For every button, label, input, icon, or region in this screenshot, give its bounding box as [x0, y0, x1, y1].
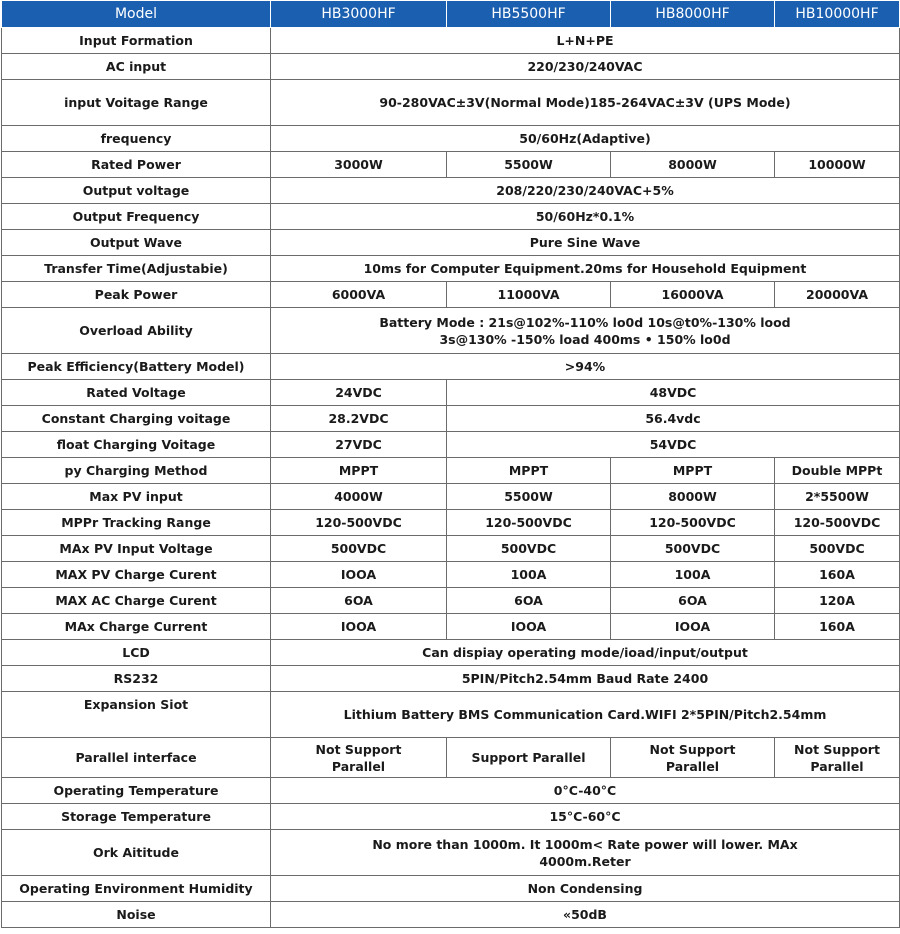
table-row: [2, 640, 900, 666]
row-label: Transfer Time(Adjustabie): [2, 256, 271, 282]
cell-value: MPPT: [271, 458, 447, 484]
table-row: [2, 308, 900, 354]
row-label: Peak Efficiency(Battery Model): [2, 354, 271, 380]
cell-value: 16000VA: [611, 282, 775, 308]
row-label: Parallel interface: [2, 738, 271, 778]
row-value: «50dB: [271, 902, 900, 928]
row-label: Storage Temperature: [2, 804, 271, 830]
table-row: [2, 876, 900, 902]
table-row: [2, 804, 900, 830]
cell-value: IOOA: [271, 562, 447, 588]
cell-value: Not Support Parallel: [611, 738, 775, 778]
row-label: Noise: [2, 902, 271, 928]
cell-value: 6OA: [611, 588, 775, 614]
row-value: 15°C-60°C: [271, 804, 900, 830]
cell-value: 8000W: [611, 152, 775, 178]
row-label: MAx Charge Current: [2, 614, 271, 640]
row-label: MAX PV Charge Curent: [2, 562, 271, 588]
cell-value: MPPT: [447, 458, 611, 484]
row-value: No more than 1000m. It 1000m< Rate power will lower. MAx 4000m.Reter: [271, 830, 900, 876]
cell-value: Not Support Parallel: [775, 738, 900, 778]
table-row: [2, 256, 900, 282]
row-value: 50/60Hz*0.1%: [271, 204, 900, 230]
cell-value: 4000W: [271, 484, 447, 510]
table-row: [2, 510, 900, 536]
row-label: Ork Aititude: [2, 830, 271, 876]
cell-value: IOOA: [271, 614, 447, 640]
table-row: [2, 204, 900, 230]
cell-value: 160A: [775, 562, 900, 588]
cell-value: 6OA: [447, 588, 611, 614]
table-row: [2, 666, 900, 692]
table-row: [2, 406, 900, 432]
row-value: Lithium Battery BMS Communication Card.WIFI 2*5PIN/Pitch2.54mm: [271, 692, 900, 738]
row-label: frequency: [2, 126, 271, 152]
cell-value: 160A: [775, 614, 900, 640]
cell-value: 5500W: [447, 484, 611, 510]
cell-value: 100A: [447, 562, 611, 588]
row-value: Battery Mode : 21s@102%-110% lo0d 10s@t0%-130% lood 3s@130% -150% load 400ms • 150% lo0d: [271, 308, 900, 354]
row-value: 220/230/240VAC: [271, 54, 900, 80]
header-model-1: HB3000HF: [271, 1, 447, 28]
cell-value: Not Support Parallel: [271, 738, 447, 778]
row-label: Max PV input: [2, 484, 271, 510]
cell-value: 500VDC: [447, 536, 611, 562]
header-model-4: HB10000HF: [775, 1, 900, 28]
cell-value: 120-500VDC: [271, 510, 447, 536]
table-row: [2, 380, 900, 406]
table-row: [2, 692, 900, 738]
cell-value: 5500W: [447, 152, 611, 178]
table-row: [2, 536, 900, 562]
row-label: py Charging Method: [2, 458, 271, 484]
spec-table: [1, 0, 900, 928]
table-row: [2, 902, 900, 928]
row-label: Constant Charging voitage: [2, 406, 271, 432]
row-value: Can dispiay operating mode/ioad/input/output: [271, 640, 900, 666]
cell-value: 20000VA: [775, 282, 900, 308]
header-model-2: HB5500HF: [447, 1, 611, 28]
row-label: MPPr Tracking Range: [2, 510, 271, 536]
row-label: MAX AC Charge Curent: [2, 588, 271, 614]
cell-value: 3000W: [271, 152, 447, 178]
cell-value: 6OA: [271, 588, 447, 614]
table-row: [2, 830, 900, 876]
table-row: [2, 28, 900, 54]
header-model-3: HB8000HF: [611, 1, 775, 28]
table-row: [2, 562, 900, 588]
table-row: [2, 152, 900, 178]
table-row: [2, 282, 900, 308]
table-row: [2, 54, 900, 80]
row-value: Non Condensing: [271, 876, 900, 902]
cell-value: 120-500VDC: [775, 510, 900, 536]
row-label: AC input: [2, 54, 271, 80]
row-label: Rated Power: [2, 152, 271, 178]
cell-value: 500VDC: [271, 536, 447, 562]
cell-value: 24VDC: [271, 380, 447, 406]
table-row: [2, 738, 900, 778]
cell-value: 2*5500W: [775, 484, 900, 510]
cell-value: IOOA: [611, 614, 775, 640]
table-row: [2, 80, 900, 126]
row-value: 50/60Hz(Adaptive): [271, 126, 900, 152]
cell-value: 48VDC: [447, 380, 900, 406]
table-row: [2, 778, 900, 804]
table-row: [2, 484, 900, 510]
row-value: 90-280VAC±3V(Normal Mode)185-264VAC±3V (UPS Mode): [271, 80, 900, 126]
table-row: [2, 588, 900, 614]
header-row: [2, 1, 900, 28]
row-label: Overload Ability: [2, 308, 271, 354]
cell-value: 120A: [775, 588, 900, 614]
cell-value: MPPT: [611, 458, 775, 484]
row-value: L+N+PE: [271, 28, 900, 54]
row-label: Input Formation: [2, 28, 271, 54]
cell-value: 6000VA: [271, 282, 447, 308]
cell-value: 500VDC: [775, 536, 900, 562]
cell-value: 56.4vdc: [447, 406, 900, 432]
row-label: float Charging Voitage: [2, 432, 271, 458]
row-value: Pure Sine Wave: [271, 230, 900, 256]
cell-value: 500VDC: [611, 536, 775, 562]
row-label: RS232: [2, 666, 271, 692]
table-row: [2, 230, 900, 256]
table-row: [2, 458, 900, 484]
table-row: [2, 614, 900, 640]
cell-value: 27VDC: [271, 432, 447, 458]
row-label: Expansion Siot: [2, 692, 271, 738]
cell-value: 10000W: [775, 152, 900, 178]
cell-value: 120-500VDC: [611, 510, 775, 536]
row-value: 10ms for Computer Equipment.20ms for Household Equipment: [271, 256, 900, 282]
row-label: Output Wave: [2, 230, 271, 256]
row-label: Output voltage: [2, 178, 271, 204]
cell-value: Support Parallel: [447, 738, 611, 778]
row-value: >94%: [271, 354, 900, 380]
header-model-label: Model: [2, 1, 271, 28]
cell-value: IOOA: [447, 614, 611, 640]
row-label: input Voitage Range: [2, 80, 271, 126]
table-row: [2, 354, 900, 380]
table-row: [2, 432, 900, 458]
cell-value: 120-500VDC: [447, 510, 611, 536]
cell-value: 11000VA: [447, 282, 611, 308]
table-row: [2, 178, 900, 204]
cell-value: 100A: [611, 562, 775, 588]
cell-value: 28.2VDC: [271, 406, 447, 432]
cell-value: 54VDC: [447, 432, 900, 458]
row-value: 0°C-40°C: [271, 778, 900, 804]
cell-value: 8000W: [611, 484, 775, 510]
row-label: Peak Power: [2, 282, 271, 308]
row-label: MAx PV Input Voltage: [2, 536, 271, 562]
row-label: Operating Environment Humidity: [2, 876, 271, 902]
row-value: 5PIN/Pitch2.54mm Baud Rate 2400: [271, 666, 900, 692]
row-label: Output Frequency: [2, 204, 271, 230]
row-label: Rated Voltage: [2, 380, 271, 406]
row-label: Operating Temperature: [2, 778, 271, 804]
row-value: 208/220/230/240VAC+5%: [271, 178, 900, 204]
row-label: LCD: [2, 640, 271, 666]
cell-value: Double MPPt: [775, 458, 900, 484]
table-row: [2, 126, 900, 152]
